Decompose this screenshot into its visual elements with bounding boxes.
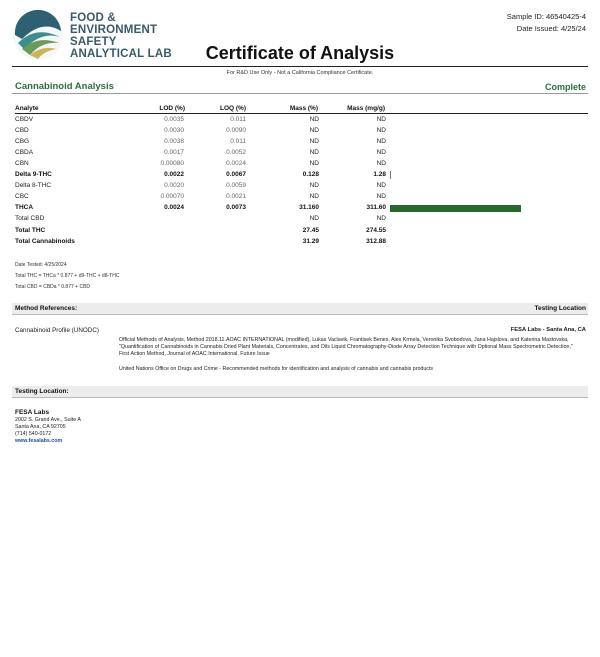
mass-pct-cell: 0.128 xyxy=(302,171,319,179)
location-name: FESA Labs xyxy=(15,409,50,416)
method-reference-2: United Nations Office on Drugs and Crime - Recommended methods for identification and analysis of cannabis and cannabis products xyxy=(119,366,434,372)
loq-cell: 0.0024 xyxy=(226,160,246,168)
status-badge: Complete xyxy=(544,82,586,92)
loq-cell: 0.011 xyxy=(230,138,246,146)
mass-mg-cell: 312.88 xyxy=(366,237,386,245)
location-address-1: 2002 S. Grand Ave., Suite A xyxy=(15,417,81,423)
location-address-2: Santa Ana, CA 92705 xyxy=(15,424,66,430)
analyte-cell: CBN xyxy=(15,160,29,168)
mass-mg-cell: ND xyxy=(376,182,386,190)
table-row xyxy=(15,137,588,148)
loq-cell: 0.0059 xyxy=(226,182,246,190)
mass-pct-cell: 27.45 xyxy=(302,226,319,234)
analyte-cell: Total THC xyxy=(15,226,46,234)
lod-cell: 0.0030 xyxy=(164,127,184,135)
table-row xyxy=(15,214,588,225)
lab-name-line-4: ANALYTICAL LAB xyxy=(70,48,172,60)
location-phone: (714) 540-0172 xyxy=(15,431,52,437)
analyte-cell: Total CBD xyxy=(15,215,45,223)
analyte-cell: Delta 8-THC xyxy=(15,182,52,190)
sample-id: Sample ID: 46540425-4 xyxy=(506,12,586,21)
lod-cell: 0.00070 xyxy=(160,193,184,201)
mass-pct-cell: 31.160 xyxy=(299,204,319,212)
lab-name-line-1: FOOD & xyxy=(70,12,116,24)
loq-cell: 0.0067 xyxy=(226,171,246,179)
loq-cell: 0.0073 xyxy=(226,204,246,212)
loq-cell: 0.0021 xyxy=(226,193,246,201)
analyte-cell: Delta 9-THC xyxy=(15,171,52,179)
table-row xyxy=(15,192,588,203)
mass-pct-cell: ND xyxy=(309,127,319,135)
analyte-cell: CBD xyxy=(15,127,29,135)
table-row xyxy=(15,148,588,159)
lod-cell: 0.0022 xyxy=(164,171,184,179)
analyte-cell: THCA xyxy=(15,204,34,212)
loq-cell: 0.0052 xyxy=(226,149,246,157)
method-profile: Cannabinoid Profile (UNODC) xyxy=(15,327,99,334)
header-divider xyxy=(12,66,588,67)
mass-mg-cell: ND xyxy=(376,193,386,201)
col-header-mass-pct: Mass (%) xyxy=(289,105,318,112)
mass-pct-cell: ND xyxy=(309,116,319,123)
lod-cell: 0.0024 xyxy=(164,204,184,212)
table-row xyxy=(15,203,588,214)
section-divider xyxy=(12,93,588,94)
table-row xyxy=(15,181,588,192)
date-issued: Date Issued: 4/25/24 xyxy=(516,24,586,33)
lod-cell: 0.00080 xyxy=(160,160,184,168)
analyte-cell: Total Cannabinoids xyxy=(15,237,75,245)
analyte-cell: CBC xyxy=(15,193,29,201)
mass-pct-cell: ND xyxy=(309,138,319,146)
date-tested: Date Tested: 4/25/2024 xyxy=(15,262,67,268)
lod-cell: 0.0035 xyxy=(164,116,184,123)
mass-pct-cell: 31.29 xyxy=(302,237,319,245)
mass-pct-cell: ND xyxy=(309,149,319,157)
location-website-link[interactable]: www.fesalabs.com xyxy=(15,438,63,444)
table-row xyxy=(15,159,588,170)
analyte-cell: CBG xyxy=(15,138,30,146)
mass-mg-cell: ND xyxy=(376,160,386,168)
testing-location-header: Testing Location xyxy=(534,305,586,312)
mass-mg-cell: 311.60 xyxy=(366,204,386,212)
method-reference-1: Official Methods of Analysis, Method 2018.11.AOAC INTERNATIONAL (modified), Lukas Vaclavik, Frantisek Benes, Alex Krmela, Veronika Svobodova, Jana Hajslova, and Katerina Mastovska, "Quantification of Cannabinoids in Cannabis Dried Plant Materials, Concentrates, and Oils Liquid Chromatography-Diode Array Detection Technique with Optional Mass Spectrometric Detection," First Action Method, Journal of AOAC International, Future Issue xyxy=(119,337,573,357)
analyte-cell: CBDA xyxy=(15,149,34,157)
page-title: Certificate of Analysis xyxy=(205,43,395,63)
lod-cell: 0.0017 xyxy=(164,149,184,157)
lab-name-line-3: SAFETY xyxy=(70,36,117,48)
col-header-analyte: Analyte xyxy=(15,105,39,112)
mass-pct-cell: ND xyxy=(309,160,319,168)
table-row xyxy=(15,170,588,181)
mass-bar xyxy=(390,171,391,179)
total-cbd-formula: Total CBD = CBDa * 0.877 + CBD xyxy=(15,284,91,290)
method-references-label: Method References: xyxy=(15,305,78,312)
mass-mg-cell: 274.55 xyxy=(366,226,386,234)
table-row xyxy=(15,237,588,248)
testing-location-label: Testing Location: xyxy=(15,388,69,395)
lod-cell: 0.0038 xyxy=(164,138,184,146)
total-thc-formula: Total THC = THCa * 0.877 + d9-THC + d8-THC xyxy=(15,273,120,279)
analyte-cell: CBDV xyxy=(15,116,34,123)
disclaimer: For R&D Use Only - Not a California Compliance Certificate. xyxy=(226,70,374,76)
mass-bar xyxy=(390,205,521,212)
method-location: FESA Labs - Santa Ana, CA xyxy=(510,327,586,333)
mass-mg-cell: 1.28 xyxy=(373,171,386,179)
mass-mg-cell: ND xyxy=(376,138,386,146)
lod-cell: 0.0020 xyxy=(164,182,184,190)
loq-cell: 0.011 xyxy=(230,116,246,123)
col-header-mass-mg: Mass (mg/g) xyxy=(347,105,385,112)
loq-cell: 0.0090 xyxy=(226,127,246,135)
mass-mg-cell: ND xyxy=(376,149,386,157)
testing-location-band xyxy=(12,386,588,398)
mass-pct-cell: ND xyxy=(309,182,319,190)
lab-name-line-2: ENVIRONMENT xyxy=(70,24,158,36)
mass-pct-cell: ND xyxy=(309,215,319,223)
col-header-lod: LOD (%) xyxy=(159,105,185,112)
mass-mg-cell: ND xyxy=(376,215,386,223)
section-title: Cannabinoid Analysis xyxy=(15,81,114,92)
table-row xyxy=(15,126,588,137)
mass-pct-cell: ND xyxy=(309,193,319,201)
table-row xyxy=(15,226,588,237)
method-references-band xyxy=(12,303,588,315)
col-header-loq: LOQ (%) xyxy=(220,105,246,112)
mass-mg-cell: ND xyxy=(376,116,386,123)
table-header-divider xyxy=(15,113,588,114)
mass-mg-cell: ND xyxy=(376,127,386,135)
table-row xyxy=(15,115,588,126)
